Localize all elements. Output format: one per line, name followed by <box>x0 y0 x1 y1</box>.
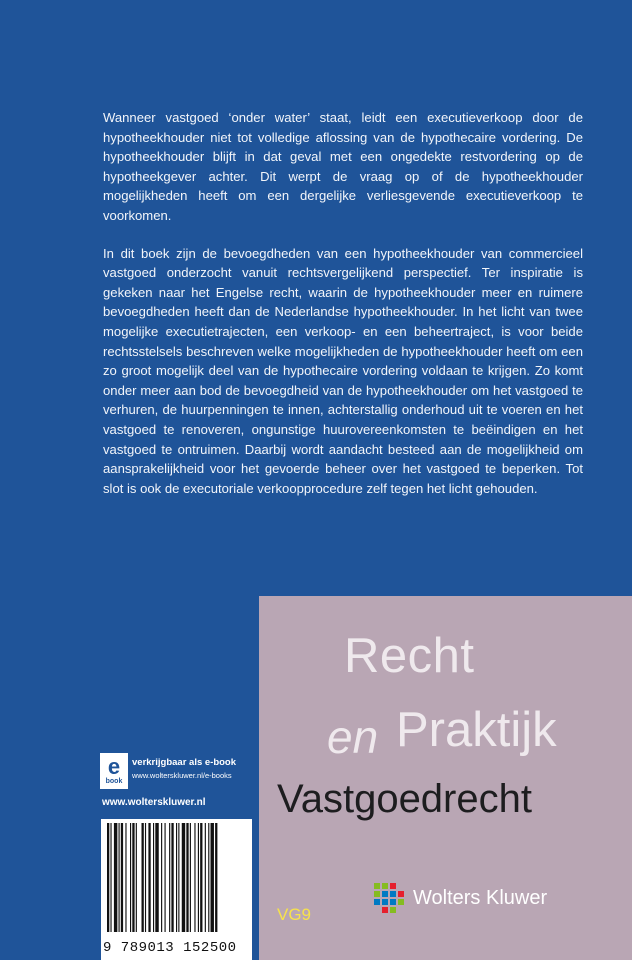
barcode-bar <box>198 823 199 932</box>
barcode-digits: 9 789013 152500 <box>103 940 237 956</box>
barcode-bar <box>153 823 154 932</box>
barcode-bar <box>169 823 170 932</box>
subject-title: Vastgoedrecht <box>277 777 532 821</box>
blurb-text <box>103 108 583 516</box>
ebook-badge-small: book <box>105 778 123 785</box>
barcode-bar <box>110 823 111 932</box>
barcode-bar <box>145 823 146 932</box>
barcode-bar <box>121 823 123 932</box>
publisher-website: www.wolterskluwer.nl <box>102 797 206 808</box>
barcode <box>101 819 252 932</box>
barcode-bar <box>200 823 202 932</box>
barcode-bar <box>125 823 126 932</box>
barcode-bar <box>186 823 188 932</box>
blurb-paragraph-2: In dit boek zijn de bevoegdheden van een hypotheekhouder van commercieel vastgoed onderzocht vanuit rechtsvergelijkend perspectief. Ter inspiratie is gekeken naar het Engelse recht, waarin de hypotheekhouder meer en ruimere bevoegdheden heeft dan de Nederlandse hypotheekhouder. In het licht van twee mogelijke executietrajecten, een verkoop- en een beheertraject, is voor beide rechtsstelsels beschreven welke mogelijkheden de hypotheekhouder heeft om een zo groot mogelijk deel van de hypothecaire vordering voldaan te krijgen. Zo komt onder meer aan bod de bevoegdheid van de hypotheekhouder om het vastgoed te verhuren, de huurpenningen te innen, achterstallig onderhoud uit te voeren en het vastgoed te renoveren, ongunstige huurovereenkomsten te beëindigen en het vastgoed te ontruimen. Daarbij wordt aandacht besteed aan de mogelijkheid om aansprakelijkheid voor het gevoerde beheer over het vastgoed te beperken. Tot slot is ook de executoriale verkoopprocedure zelf tegen het licht gehouden. <box>103 245 583 496</box>
barcode-bar <box>190 823 191 932</box>
barcode-bar <box>161 823 162 932</box>
ebook-url: www.wolterskluwer.nl/e-books <box>132 771 232 780</box>
barcode-bar <box>215 823 217 932</box>
barcode-bar <box>165 823 166 932</box>
barcode-bar <box>142 823 144 932</box>
barcode-bars <box>101 819 252 932</box>
barcode-bar <box>171 823 173 932</box>
barcode-bar <box>194 823 195 932</box>
barcode-bar <box>182 823 185 932</box>
wolters-kluwer-logo-icon <box>373 882 405 914</box>
barcode-bar <box>211 823 214 932</box>
series-title-en: en <box>327 711 379 763</box>
barcode-bar <box>132 823 134 932</box>
blurb-paragraph-1: Wanneer vastgoed ‘onder water’ staat, leidt een executieverkoop door de hypotheekhouder niet tot volledige aflossing van de hypothecaire vordering. De hypotheekhouder blijft in dat geval met een ongedekte restvordering op de hypotheekgever achter. Dit werpt de vraag op of de hypotheekhouder mogelijkheden heeft om een dergelijke verliesgevende executieverkoop te voorkomen. <box>103 110 583 223</box>
publisher-name: Wolters Kluwer <box>413 887 548 909</box>
barcode-bar <box>130 823 131 932</box>
barcode-bar <box>208 823 209 932</box>
ebook-badge-letter: e <box>107 754 121 779</box>
barcode-bar <box>114 823 117 932</box>
barcode-bar <box>119 823 120 932</box>
series-title-recht: Recht <box>344 629 475 683</box>
barcode-bar <box>205 823 206 932</box>
ebook-icon <box>100 753 128 789</box>
barcode-bar <box>136 823 137 932</box>
barcode-bar <box>148 823 150 932</box>
barcode-bar <box>176 823 177 932</box>
ebook-availability: verkrijgbaar als e-book <box>132 757 237 768</box>
series-title-praktijk: Praktijk <box>396 703 557 757</box>
volume-number: VG9 <box>277 905 312 924</box>
barcode-bar <box>155 823 158 932</box>
barcode-bar <box>107 823 109 932</box>
barcode-bar <box>178 823 179 932</box>
